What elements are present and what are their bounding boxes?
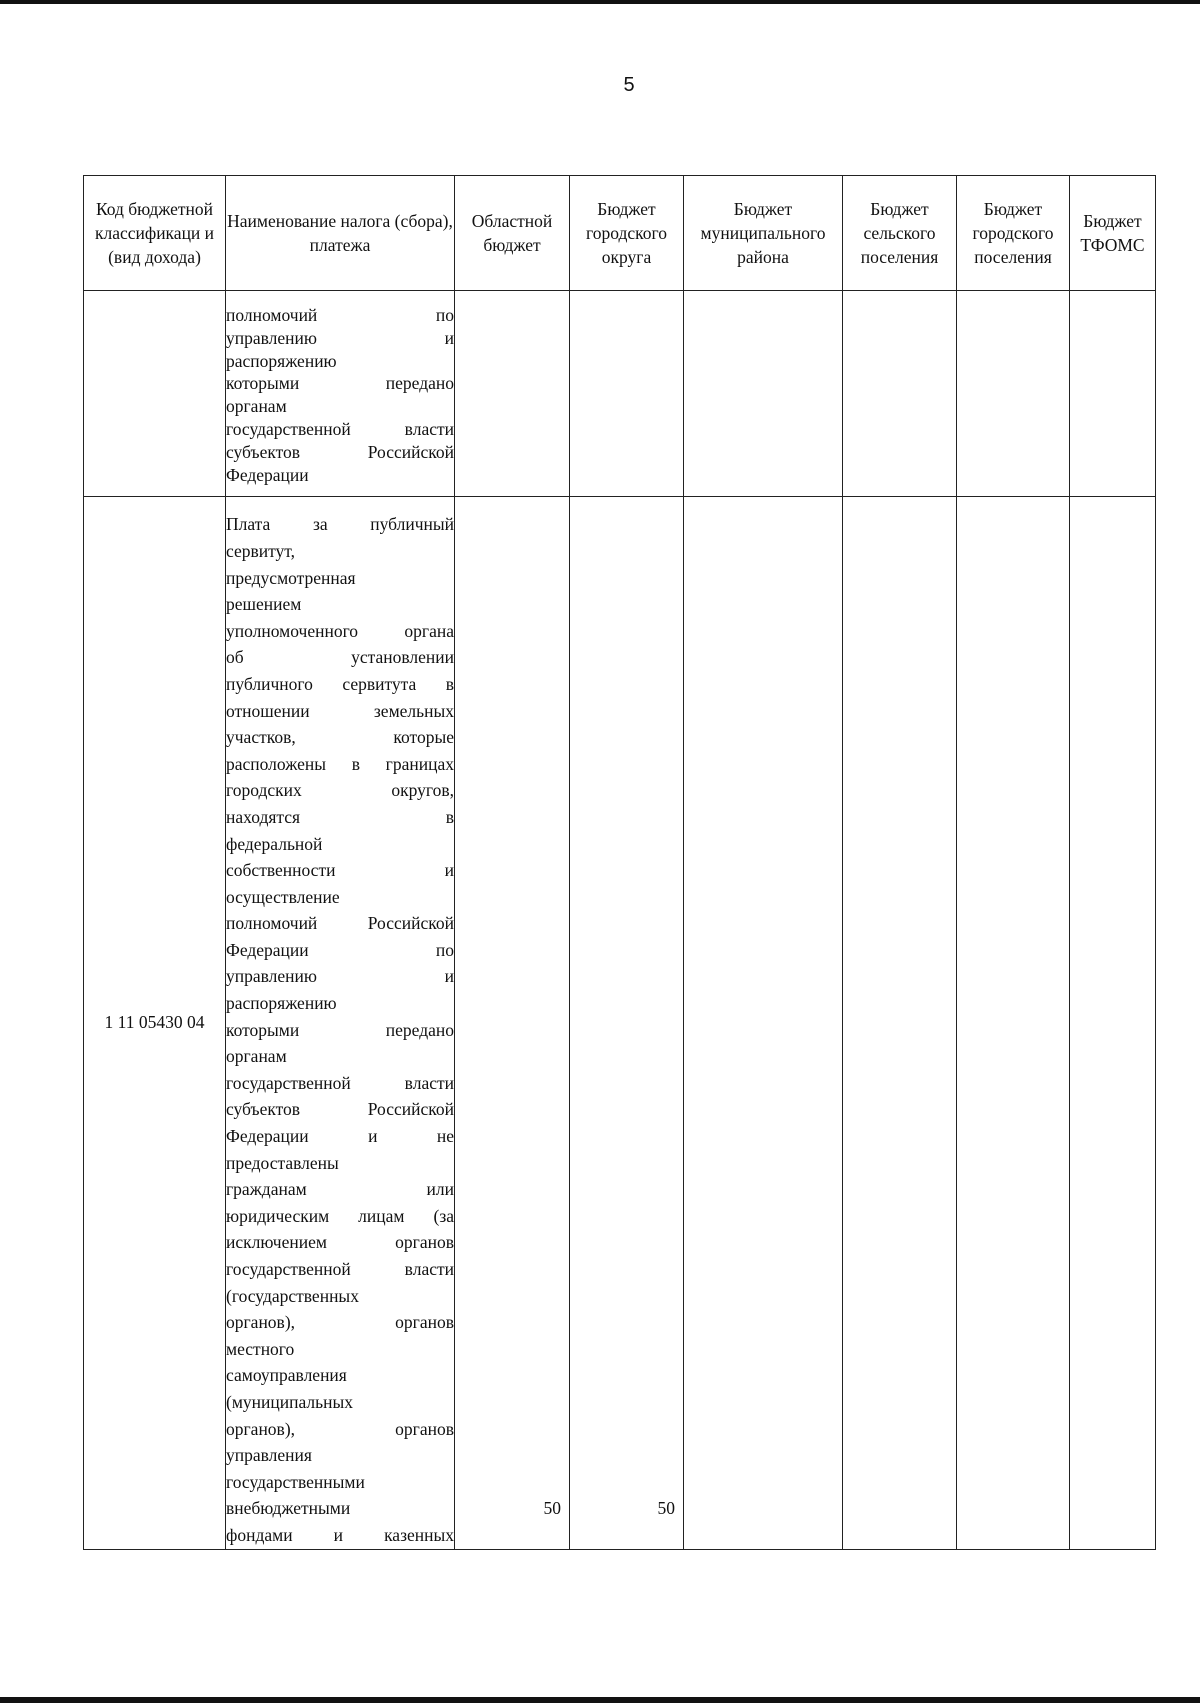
description-line: местного: [226, 1338, 295, 1359]
rural-settlement-budget-value: [843, 291, 957, 497]
description-line: участков, которые: [226, 727, 454, 748]
description-line: фондами и казенных: [226, 1524, 454, 1545]
revenue-distribution-table: [83, 175, 1156, 1550]
description-line: (государственных: [226, 1285, 359, 1306]
description-line: субъектов Российской: [226, 441, 454, 462]
tfoms-budget-value: [1070, 497, 1156, 1549]
description-line: органов), органов: [226, 1312, 454, 1333]
table-header-row: [84, 176, 1156, 291]
budget-code-cell: [84, 291, 226, 497]
description-line: публичного сервитута в: [226, 673, 454, 694]
rural-settlement-budget-value: [843, 497, 957, 1549]
municipal-district-budget-value: [684, 497, 843, 1549]
scan-bottom-edge: [0, 1697, 1200, 1703]
city-district-budget-value: 50: [570, 497, 684, 1549]
description-line: расположены в границах: [226, 753, 454, 774]
scan-top-edge: [0, 0, 1200, 4]
description-line: государственной власти: [226, 1259, 454, 1279]
header-tax-name: Наименование налога (сбора), платежа: [226, 176, 455, 291]
header-regional-budget: Областной бюджет: [455, 176, 570, 291]
description-line: находятся в: [226, 806, 454, 827]
description-line: городских округов,: [226, 780, 454, 801]
description-line: предусмотренная: [226, 567, 356, 588]
description-line: (муниципальных: [226, 1391, 353, 1412]
regional-budget-value: [455, 291, 570, 497]
description-line: управлению и: [226, 966, 454, 987]
description-line: Федерации и не: [226, 1126, 454, 1147]
description-line: внебюджетными: [226, 1498, 351, 1519]
budget-code-cell: 1 11 05430 04: [84, 497, 226, 1549]
description-line: отношении земельных: [226, 700, 454, 721]
description-line: уполномоченного органа: [226, 620, 454, 641]
description-line: которыми передано: [226, 373, 454, 394]
description-line: решением: [226, 594, 302, 615]
description-line: Федерации: [226, 464, 309, 485]
description-line: юридическим лицам (за: [226, 1205, 454, 1226]
tax-name-cell: [226, 291, 455, 497]
header-tfoms-budget: Бюджет ТФОМС: [1070, 176, 1156, 291]
description-line: распоряжению: [226, 350, 337, 371]
description-line: которыми передано: [226, 1019, 454, 1040]
description-line: субъектов Российской: [226, 1099, 454, 1120]
header-municipal-district-budget: Бюджет муниципального района: [684, 176, 843, 291]
description-line: государственными: [226, 1471, 365, 1492]
regional-budget-value: 50: [455, 497, 570, 1549]
urban-settlement-budget-value: [957, 497, 1070, 1549]
description-line: самоуправления: [226, 1365, 347, 1386]
description-line: органам: [226, 1046, 287, 1067]
description-line: собственности и: [226, 860, 454, 881]
description-line: Плата за публичный: [226, 514, 454, 535]
description-line: органам: [226, 396, 287, 417]
header-budget-code: Код бюджетной классификаци и (вид дохода): [84, 176, 226, 291]
tax-name-cell: [226, 497, 455, 1549]
description-line: сервитут,: [226, 540, 296, 561]
description-line: полномочий по: [226, 305, 454, 325]
header-city-district-budget: Бюджет городского округа: [570, 176, 684, 291]
description-line: управлению и: [226, 327, 454, 348]
description-line: управления: [226, 1445, 312, 1466]
description-line: Федерации по: [226, 939, 454, 960]
description-line: органов), органов: [226, 1418, 454, 1439]
urban-settlement-budget-value: [957, 291, 1070, 497]
header-urban-settlement-budget: Бюджет городского поселения: [957, 176, 1070, 291]
municipal-district-budget-value: [684, 291, 843, 497]
page-number: 5: [623, 74, 635, 96]
tfoms-budget-value: [1070, 291, 1156, 497]
description-line: осуществление: [226, 886, 340, 907]
table-row: [84, 291, 1156, 497]
description-line: предоставлены: [226, 1152, 339, 1173]
description-line: распоряжению: [226, 993, 337, 1014]
description-line: полномочий Российской: [226, 913, 454, 934]
description-line: исключением органов: [226, 1232, 454, 1253]
description-line: об установлении: [226, 647, 454, 668]
description-line: гражданам или: [226, 1179, 454, 1200]
description-line: федеральной: [226, 833, 323, 854]
header-rural-settlement-budget: Бюджет сельского поселения: [843, 176, 957, 291]
description-line: государственной власти: [226, 418, 454, 439]
city-district-budget-value: [570, 291, 684, 497]
table-row: [84, 497, 1156, 1549]
description-line: государственной власти: [226, 1072, 454, 1093]
